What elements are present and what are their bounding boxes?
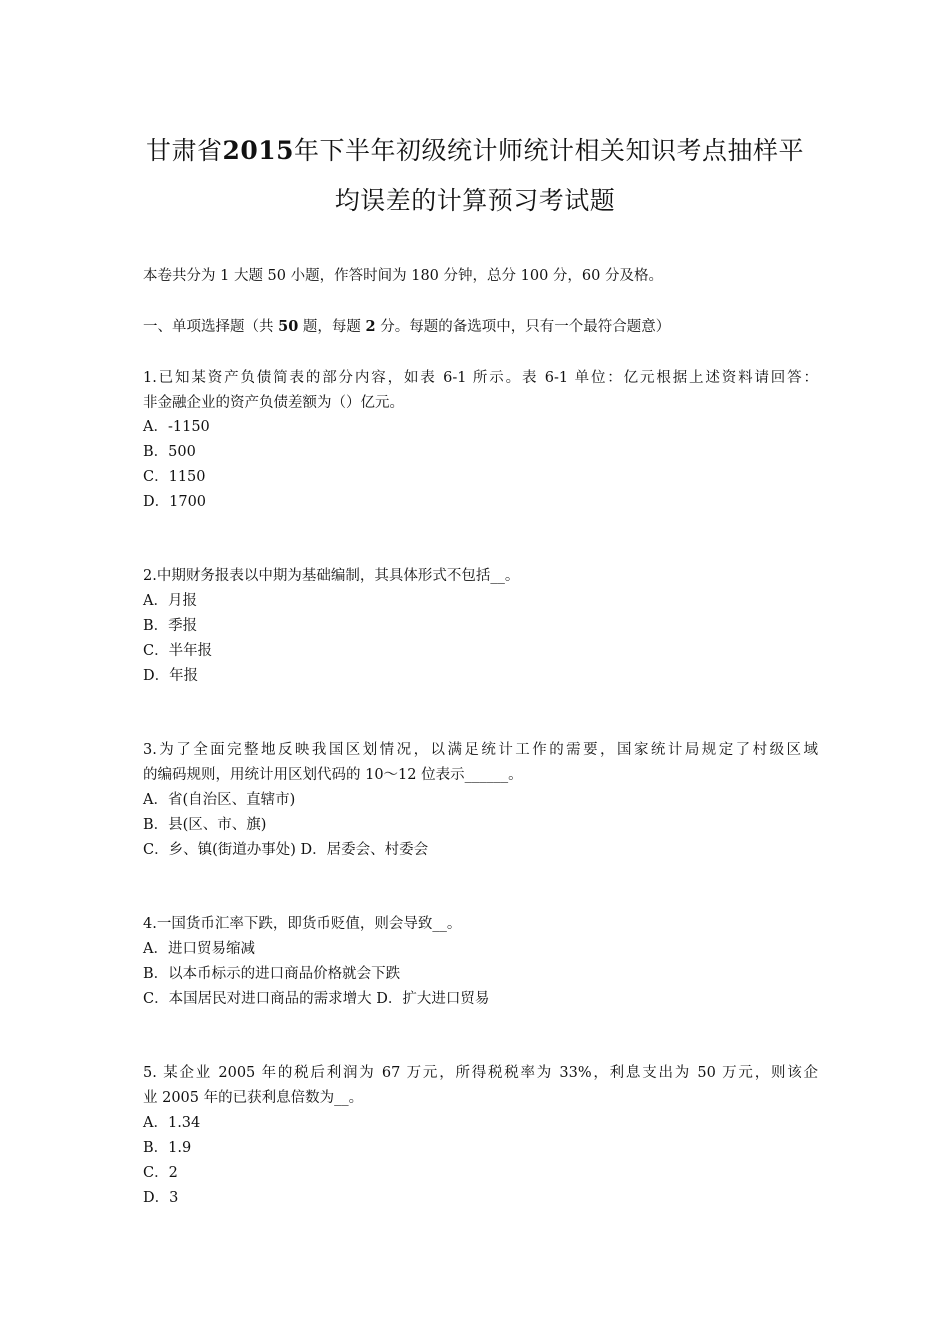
question-1-option-a: A．-1150 [143, 419, 210, 435]
question-3-stem-line-1: 3.为了全面完整地反映我国区划情况，以满足统计工作的需要，国家统计局规定了村级区域 [143, 742, 818, 758]
question-1-stem-line-2: 非金融企业的资产负债差额为（）亿元。 [143, 395, 404, 411]
document-title-line-2: 均误差的计算预习考试题 [334, 186, 616, 215]
question-1-stem-line-1: 1.已知某资产负债简表的部分内容，如表 6-1 所示。表 6-1 单位：亿元根据上述资料请回答： [143, 370, 818, 386]
document-title-line-1 [100, 136, 850, 166]
question-5-option-a: A．1.34 [143, 1115, 201, 1131]
question-4-option-b: B．以本币标示的进口商品价格就会下跌 [143, 966, 401, 982]
question-3-option-b: B．县(区、市、旗) [143, 817, 267, 833]
question-5-stem-line-2: 业 2005 年的已获利息倍数为__。 [143, 1090, 364, 1106]
question-3-stem-line-2: 的编码规则，用统计用区划代码的 10～12 位表示______。 [143, 767, 523, 783]
question-2-option-b: B．季报 [143, 618, 198, 634]
question-5-option-b: B．1.9 [143, 1140, 192, 1156]
question-1-option-b: B．500 [143, 444, 196, 460]
question-2-option-a: A．月报 [143, 593, 197, 609]
section-heading: 一、单项选择题（共 50 题，每题 2 分。每题的备选项中，只有一个最符合题意） [143, 318, 671, 335]
title-year: 2015 [222, 136, 295, 165]
question-5-stem-line-1: 5. 某企业 2005 年的税后利润为 67 万元，所得税税率为 33%，利息支出为 50 万元，则该企 [143, 1065, 818, 1081]
question-5-option-c: C．2 [143, 1165, 178, 1181]
question-3-option-c-d: C．乡、镇(街道办事处) D．居委会、村委会 [143, 842, 429, 858]
question-2-option-c: C．半年报 [143, 643, 213, 659]
question-4-stem-line-1: 4.一国货币汇率下跌，即货币贬值，则会导致__。 [143, 916, 462, 932]
question-4-option-c-d: C．本国居民对进口商品的需求增大 D．扩大进口贸易 [143, 991, 490, 1007]
section-question-count: 50 [278, 318, 299, 335]
question-5-option-d: D．3 [143, 1190, 179, 1206]
question-2-option-d: D．年报 [143, 668, 199, 684]
question-3-option-a: A．省(自治区、直辖市) [143, 792, 296, 808]
question-2-stem-line-1: 2.中期财务报表以中期为基础编制，其具体形式不包括__。 [143, 568, 520, 584]
title-rest: 年下半年初级统计师统计相关知识考点抽样平 [294, 136, 805, 165]
section-question-score: 2 [365, 318, 376, 335]
question-4-option-a: A．进口贸易缩减 [143, 941, 255, 957]
exam-intro: 本卷共分为 1 大题 50 小题，作答时间为 180 分钟，总分 100 分，60 分及格。 [143, 268, 663, 284]
question-1-option-c: C．1150 [143, 469, 206, 485]
question-1-option-d: D．1700 [143, 494, 207, 510]
title-province: 甘肃省 [145, 136, 223, 165]
